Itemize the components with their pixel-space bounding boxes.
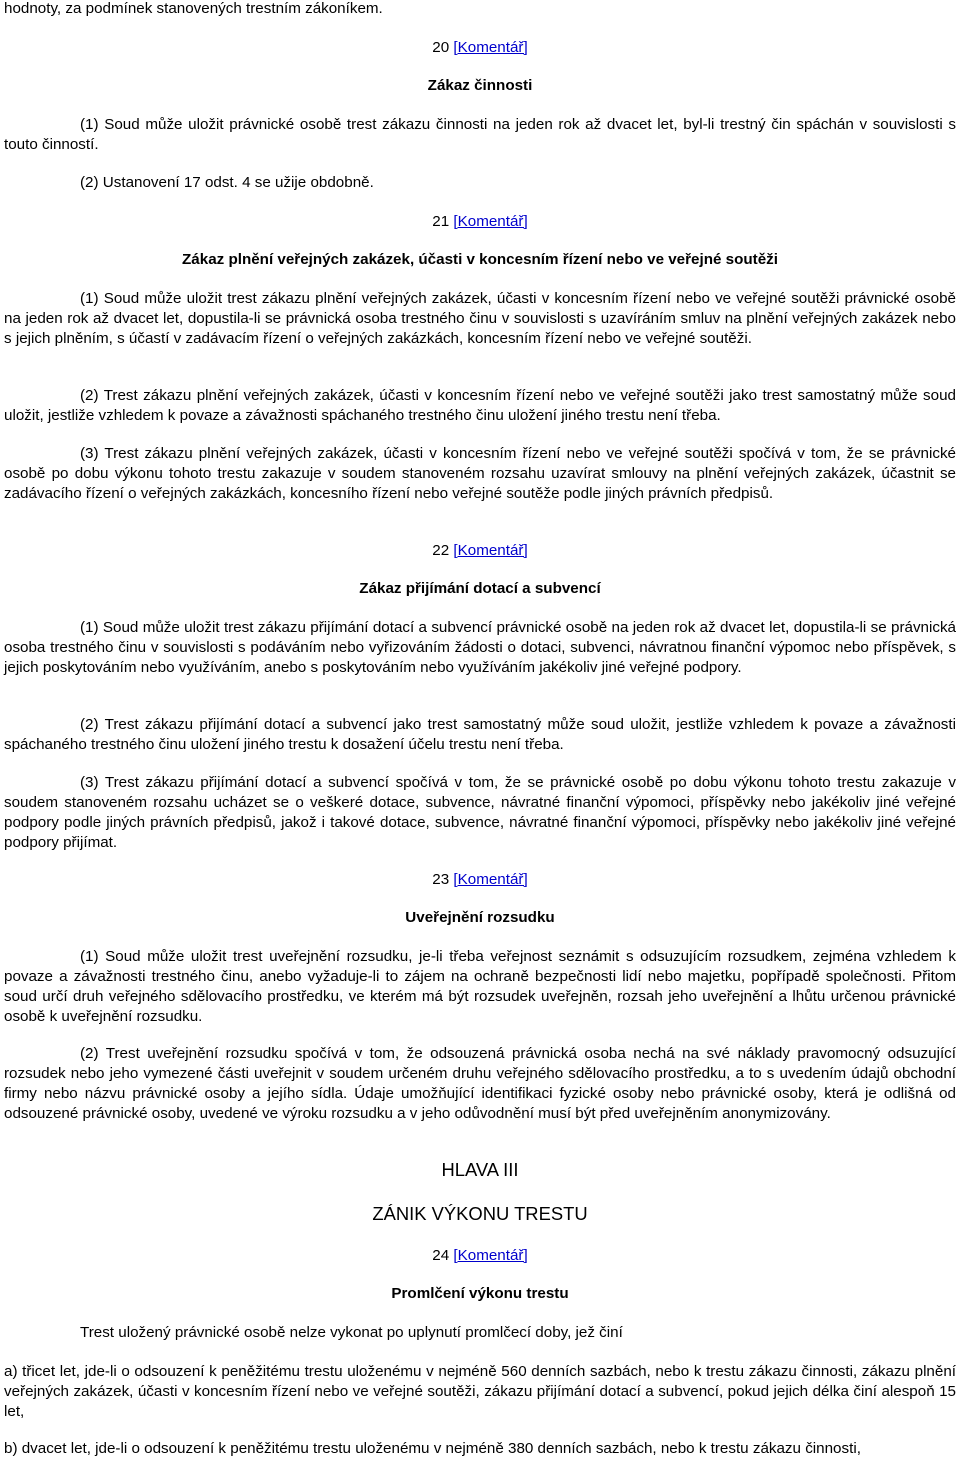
section-title: Uveřejnění rozsudku [405,909,555,926]
paragraph: (1) Soud může uložit trest uveřejnění rozsudku, je-li třeba veřejnost seznámit s odsuzujícím rozsudkem, zejména vzhledem k povaze a závažnosti trestného činu, anebo vyžaduje-li to zájem na ochraně bezpečnosti lidí nebo majetku, popřípadě společnosti. Přitom soud určí druh veřejného sdělovacího prostředku, ve kterém má být rozsudek uveřejněn, rozsah jeho uveřejnění a lhůtu určenou právnické osobě k uveřejnění rozsudku. [4,948,956,1025]
chapter-heading: HLAVA III [441,1159,519,1180]
section-title: Zákaz přijímání dotací a subvencí [359,580,601,597]
paragraph: (2) Trest uveřejnění rozsudku spočívá v tom, že odsouzená právnická osoba nechá na své náklady pravomocný odsuzující rozsudek nebo jeho vymezené části uveřejnit v soudem určeném druhu veřejného sdělovacího prostředku, a to s uvedením údajů obchodní firmy nebo názvu právnické osoby a jejího sídla. Údaje umožňující identifikaci fyzické osoby nebo právnické osoby, která je odlišná od odsouzené právnické osoby, uvedené ve výroku rozsudku a v jeho odůvodnění musí být před uveřejněním anonymizovány. [4,1045,956,1122]
section-number-text: 24 [432,1247,454,1264]
section-number-text: 21 [432,213,454,230]
chapter-heading: ZÁNIK VÝKONU TRESTU [372,1203,588,1224]
comment-link[interactable]: [Komentář] [453,213,528,230]
paragraph: b) dvacet let, jde-li o odsouzení k peněžitému trestu uloženému v nejméně 380 denních sazbách, nebo k trestu zákazu činnosti, [4,1440,861,1457]
paragraph: (3) Trest zákazu přijímání dotací a subvencí spočívá v tom, že se právnické osobě po dobu výkonu tohoto trestu zakazuje v soudem stanoveném rozsahu ucházet se o veškeré dotace, subvence, návratné finanční výpomoci, příspěvky nebo jakékoliv jiné veřejné podpory podle jiných právních předpisů, jakož i takové dotace, subvence, návratné finanční výpomoci, příspěvky nebo jakékoliv jiné veřejné podpory přijímat. [4,774,956,851]
comment-link[interactable]: [Komentář] [453,542,528,559]
section-title: Zákaz plnění veřejných zakázek, účasti v koncesním řízení nebo ve veřejné soutěži [182,251,778,268]
paragraph: (3) Trest zákazu plnění veřejných zakázek, účasti v koncesním řízení nebo ve veřejné soutěži spočívá v tom, že se právnické osobě po dobu výkonu tohoto trestu zakazuje v soudem stanoveném rozsahu uzavírat smlouvy na plnění veřejných zakázek, účastnit se zadávacího řízení o veřejných zakázkách, koncesního řízení nebo veřejné soutěže podle jiných právních předpisů. [4,445,956,502]
paragraph: Trest uložený právnické osobě nelze vykonat po uplynutí promlčecí doby, jež činí [80,1324,623,1341]
section-title: Promlčení výkonu trestu [391,1285,569,1302]
comment-link[interactable]: [Komentář] [453,1247,528,1264]
section-title: Zákaz činnosti [427,77,533,94]
comment-link[interactable]: [Komentář] [453,871,528,888]
paragraph: hodnoty, za podmínek stanovených trestním zákoníkem. [4,0,383,17]
section-number-text: 22 [432,542,454,559]
section-number-text: 20 [432,39,454,56]
paragraph: (1) Soud může uložit právnické osobě trest zákazu činnosti na jeden rok až dvacet let, byl-li trestný čin spáchán v souvislosti s touto činností. [4,116,956,153]
paragraph: a) třicet let, jde-li o odsouzení k peněžitému trestu uloženému v nejméně 560 denních sazbách, nebo k trestu zákazu činnosti, zákazu plnění veřejných zakázek, účasti v koncesním řízení nebo ve veřejné soutěži, zákazu přijímání dotací a subvencí, pokud jejich délka činí alespoň 15 let, [4,1363,956,1420]
paragraph: (2) Trest zákazu přijímání dotací a subvencí jako trest samostatný může soud uložit, jestliže vzhledem k povaze a závažnosti spáchaného trestného činu uložení jiného trestu k dosažení účelu trestu není třeba. [4,716,956,753]
section-number [4,38,956,58]
paragraph: (1) Soud může uložit trest zákazu plnění veřejných zakázek, účasti v koncesním řízení nebo ve veřejné soutěži právnické osobě na jeden rok až dvacet let, dopustila-li se právnická osoba trestného činu v souvislosti s uzavíráním smluv na plnění veřejných zakázek nebo s jejich plněním, s účastí v zadávacím řízení o veřejných zakázkách, koncesním řízení nebo ve veřejné soutěži. [4,290,956,347]
comment-link[interactable]: [Komentář] [453,39,528,56]
paragraph: (2) Ustanovení 17 odst. 4 se užije obdobně. [80,174,374,191]
section-number [4,212,956,232]
section-number-text: 23 [432,871,454,888]
paragraph: (1) Soud může uložit trest zákazu přijímání dotací a subvencí právnické osobě na jeden rok až dvacet let, dopustila-li se právnická osoba trestného činu v souvislosti s podáváním nebo vyřizováním žádosti o dotaci, subvenci, návratnou finanční výpomoc nebo příspěvek, s jejich poskytováním nebo využíváním, anebo s poskytováním nebo využíváním jakékoliv jiné veřejné podpory. [4,619,956,676]
section-number [4,541,956,561]
section-number [4,1246,956,1266]
section-number [4,870,956,890]
paragraph: (2) Trest zákazu plnění veřejných zakázek, účasti v koncesním řízení nebo ve veřejné soutěži jako trest samostatný může soud uložit, jestliže vzhledem k povaze a závažnosti spáchaného trestného činu uložení jiného trestu není třeba. [4,387,956,424]
